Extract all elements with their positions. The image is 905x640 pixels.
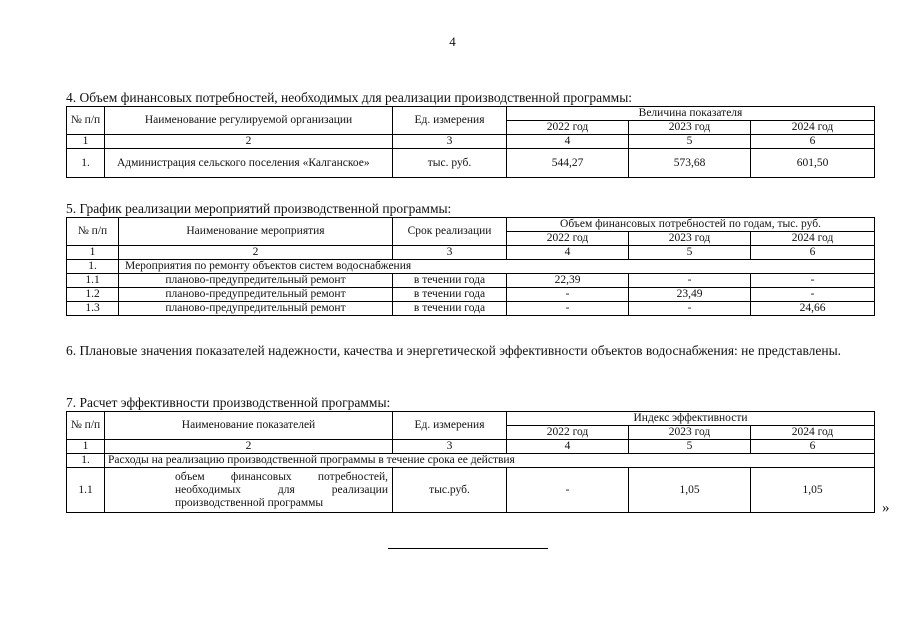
indicator-line: объем финансовых потребностей, <box>175 470 388 483</box>
row-num: 1.2 <box>67 288 119 302</box>
index-cell: 5 <box>629 440 751 454</box>
header-num: № п/п <box>67 107 105 135</box>
row-indicator-name <box>105 468 393 513</box>
row-value: 24,66 <box>751 302 875 316</box>
row-value: 1,05 <box>629 468 751 513</box>
index-row <box>67 246 875 260</box>
table-row <box>67 274 875 288</box>
index-cell: 1 <box>67 135 105 149</box>
header-value-group: Индекс эффективности <box>507 412 875 426</box>
row-num: 1.1 <box>67 274 119 288</box>
index-cell: 2 <box>105 440 393 454</box>
index-cell: 4 <box>507 440 629 454</box>
group-row <box>67 260 875 274</box>
header-year: 2023 год <box>629 121 751 135</box>
row-value: - <box>507 468 629 513</box>
header-year: 2022 год <box>507 121 629 135</box>
row-num: 1. <box>67 149 105 178</box>
row-value: 23,49 <box>629 288 751 302</box>
section5-title: 5. График реализации мероприятий производственной программы: <box>66 201 452 216</box>
row-num: 1.1 <box>67 468 105 513</box>
row-value: 601,50 <box>751 149 875 178</box>
row-value: - <box>507 302 629 316</box>
footer-rule <box>388 548 548 549</box>
header-unit: Ед. измерения <box>393 107 507 135</box>
header-org-name: Наименование регулируемой организации <box>105 107 393 135</box>
index-cell: 5 <box>629 135 751 149</box>
row-value: 573,68 <box>629 149 751 178</box>
group-name: Расходы на реализацию производственной программы в течение срока ее действия <box>105 454 875 468</box>
section4-title: 4. Объем финансовых потребностей, необходимых для реализации производственной программы: <box>66 90 633 105</box>
schedule-table <box>66 217 875 316</box>
row-org-name: Администрация сельского поселения «Калганское» <box>105 149 393 178</box>
index-cell: 3 <box>393 246 507 260</box>
index-cell: 6 <box>751 246 875 260</box>
financial-needs-table <box>66 106 875 178</box>
row-value: - <box>507 288 629 302</box>
group-name: Мероприятия по ремонту объектов систем водоснабжения <box>119 260 875 274</box>
row-period: в течении года <box>393 302 507 316</box>
row-unit: тыс. руб. <box>393 149 507 178</box>
index-cell: 6 <box>751 440 875 454</box>
row-value: 22,39 <box>507 274 629 288</box>
header-value-group: Величина показателя <box>507 107 875 121</box>
section7-title: 7. Расчет эффективности производственной программы: <box>66 395 391 410</box>
group-row <box>67 454 875 468</box>
row-activity: планово-предупредительный ремонт <box>119 288 393 302</box>
header-num: № п/п <box>67 218 119 246</box>
row-value: - <box>629 302 751 316</box>
header-year: 2023 год <box>629 232 751 246</box>
header-year: 2024 год <box>751 426 875 440</box>
index-cell: 3 <box>393 440 507 454</box>
header-period: Срок реализации <box>393 218 507 246</box>
header-year: 2022 год <box>507 426 629 440</box>
index-cell: 2 <box>105 135 393 149</box>
row-value: 544,27 <box>507 149 629 178</box>
header-value-group: Объем финансовых потребностей по годам, тыс. руб. <box>507 218 875 232</box>
table-row <box>67 468 875 513</box>
table-row <box>67 302 875 316</box>
indicator-line: производственной программы <box>175 496 324 509</box>
group-num: 1. <box>67 260 119 274</box>
row-value: - <box>629 274 751 288</box>
index-cell: 1 <box>67 440 105 454</box>
row-num: 1.3 <box>67 302 119 316</box>
header-year: 2024 год <box>751 232 875 246</box>
header-year: 2024 год <box>751 121 875 135</box>
row-activity: планово-предупредительный ремонт <box>119 274 393 288</box>
header-indicator-name: Наименование показателей <box>105 412 393 440</box>
row-value: - <box>751 288 875 302</box>
index-row <box>67 135 875 149</box>
row-value: 1,05 <box>751 468 875 513</box>
index-row <box>67 440 875 454</box>
page-number: 4 <box>449 34 456 49</box>
row-activity: планово-предупредительный ремонт <box>119 302 393 316</box>
index-cell: 3 <box>393 135 507 149</box>
row-period: в течении года <box>393 288 507 302</box>
row-unit: тыс.руб. <box>393 468 507 513</box>
table-row <box>67 149 875 178</box>
indicator-line: необходимых для реализации <box>175 483 388 496</box>
closing-quote-mark: » <box>882 500 890 516</box>
index-cell: 4 <box>507 246 629 260</box>
index-cell: 5 <box>629 246 751 260</box>
index-cell: 2 <box>119 246 393 260</box>
efficiency-table <box>66 411 875 513</box>
table-row <box>67 288 875 302</box>
header-activity-name: Наименование мероприятия <box>119 218 393 246</box>
row-period: в течении года <box>393 274 507 288</box>
header-unit: Ед. измерения <box>393 412 507 440</box>
index-cell: 4 <box>507 135 629 149</box>
group-num: 1. <box>67 454 105 468</box>
header-num: № п/п <box>67 412 105 440</box>
index-cell: 1 <box>67 246 119 260</box>
section6-text: 6. Плановые значения показателей надежности, качества и энергетической эффективности объектов водоснабжения: не представлены. <box>66 343 842 358</box>
header-year: 2022 год <box>507 232 629 246</box>
header-year: 2023 год <box>629 426 751 440</box>
index-cell: 6 <box>751 135 875 149</box>
row-value: - <box>751 274 875 288</box>
